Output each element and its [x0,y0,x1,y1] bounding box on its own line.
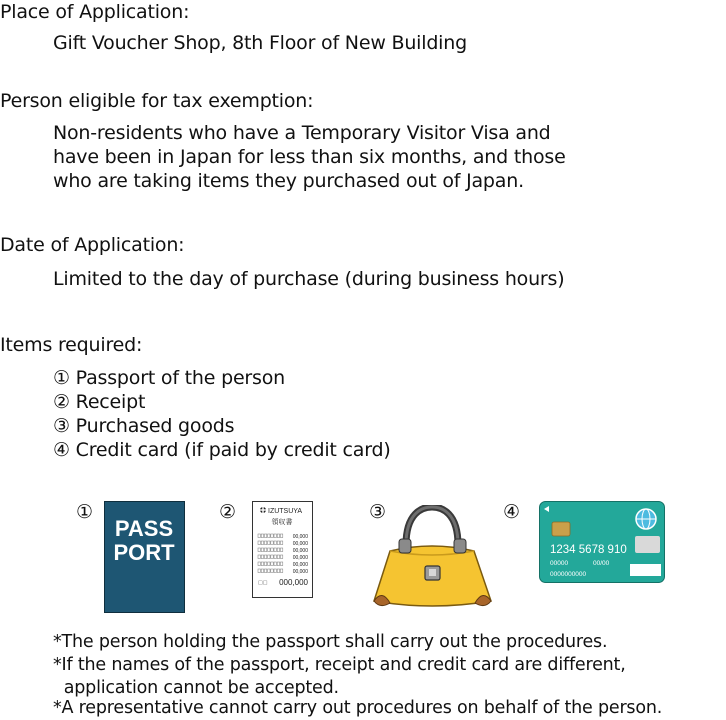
eligible-heading: Person eligible for tax exemption: [0,90,314,112]
receipt-total-prefix: □□ [258,580,268,586]
passport-line2: PORT [113,540,175,565]
credit-card-illustration [539,501,665,583]
note-line: *The person holding the passport shall carry out the procedures. [53,632,608,652]
globe-icon [636,509,656,529]
receipt-illustration [252,501,313,598]
marker-bag: ③ [369,501,386,523]
note-line: application cannot be accepted. [53,678,339,698]
place-heading: Place of Application: [0,1,190,23]
eligible-line: have been in Japan for less than six months, and those [53,146,566,168]
handbag-icon [370,505,495,615]
place-value: Gift Voucher Shop, 8th Floor of New Building [53,32,467,54]
receipt-title: 領収書 [271,518,293,526]
receipt-amount: 00,000 [292,548,308,554]
receipt-amount: 00,000 [292,555,308,561]
card-small2: 0000000000 [550,571,587,578]
marker-passport: ① [76,501,93,523]
card-small1: 00000 [550,560,569,567]
marker-receipt: ② [219,501,236,523]
passport-illustration [104,501,185,613]
items-list-item: ④ Credit card (if paid by credit card) [53,439,391,461]
receipt-amount: 00,000 [292,534,308,540]
receipt-amount: 00,000 [292,569,308,575]
card-number: 1234 5678 910 [550,544,627,556]
date-value: Limited to the day of purchase (during business hours) [53,268,565,290]
receipt-brand: IZUTSUYA [268,508,303,515]
date-heading: Date of Application: [0,234,185,256]
items-heading: Items required: [0,334,143,356]
eligible-line: Non-residents who have a Temporary Visitor Visa and [53,122,551,144]
items-list-item: ③ Purchased goods [53,415,235,437]
card-expiry: 00/00 [593,560,610,567]
receipt-amount: 00,000 [292,562,308,568]
izutsuya-logo-icon [260,507,266,513]
note-line: *A representative cannot carry out procedures on behalf of the person. [53,698,663,718]
note-line: *If the names of the passport, receipt and credit card are different, [53,655,626,675]
receipt-amount: 00,000 [292,541,308,547]
eligible-line: who are taking items they purchased out of Japan. [53,170,524,192]
receipt-total: 000,000 [279,578,308,587]
items-list-item: ① Passport of the person [53,367,286,389]
passport-line1: PASS [114,516,174,541]
items-list-item: ② Receipt [53,391,146,413]
marker-card: ④ [503,501,520,523]
